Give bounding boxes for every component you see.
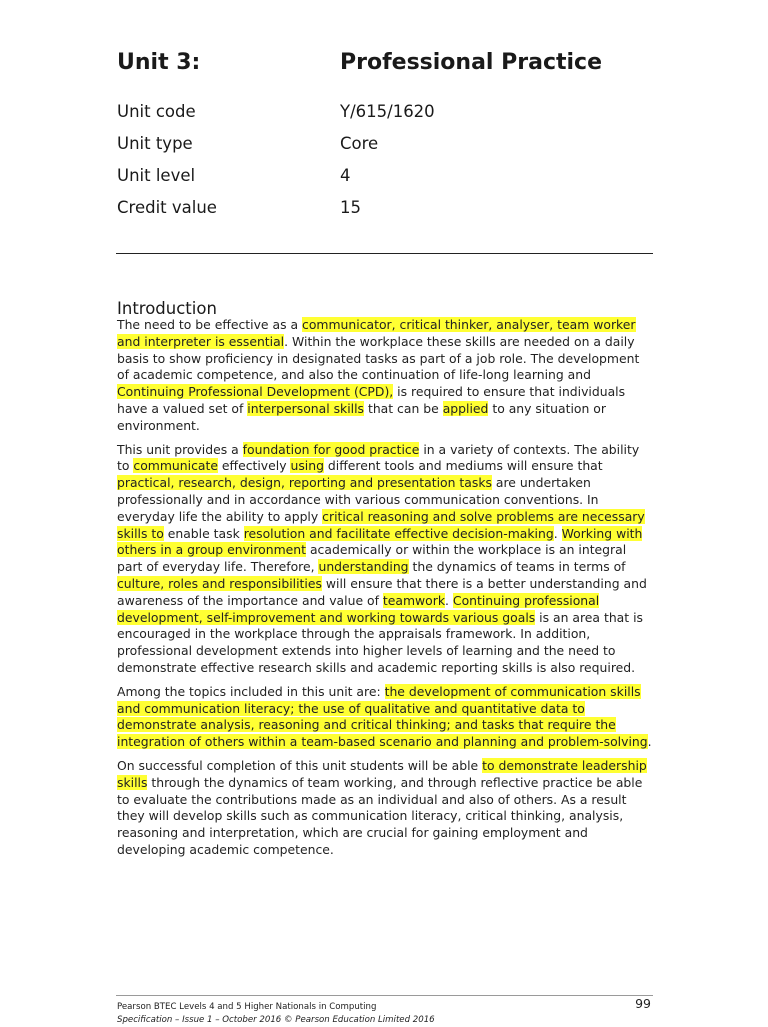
meta-value: 15 [340, 198, 361, 217]
text-run: enable task [163, 525, 244, 541]
unit-header [117, 50, 657, 230]
footer-divider [116, 995, 653, 996]
footer-line-2: Specification – Issue 1 – October 2016 © Pearson Education Limited 2016 [117, 1015, 435, 1025]
paragraph [117, 758, 654, 859]
text-run: The need to be effective as a [117, 317, 303, 332]
text-run: to any situation or environment. [117, 400, 606, 433]
text-run: . Within the workplace these skills are needed on a daily basis to show proficiency in designated tasks as part of a job role. The development of academic competence, and also the continuation of life-long learning and [117, 333, 640, 383]
highlighted-text: interpersonal skills [247, 400, 365, 416]
text-run: the dynamics of teams in terms of [408, 559, 626, 575]
meta-row-unit-code [117, 102, 657, 134]
highlighted-text: critical reasoning and solve problems are necessary skills to [117, 508, 645, 541]
text-run: is required to ensure that individuals have a valued set of [117, 384, 626, 416]
text-run: effectively [217, 458, 291, 474]
highlighted-text: practical, research, design, reporting and presentation tasks [117, 475, 492, 491]
highlighted-text: Continuing Professional Development (CPD), [117, 384, 394, 400]
introduction-heading: Introduction [117, 298, 217, 318]
meta-key: Credit value [117, 198, 217, 217]
text-run: academically or within the workplace is an integral part of everyday life. Therefore, [117, 542, 627, 575]
highlighted-text: resolution and facilitate effective decision-making [243, 525, 554, 541]
highlighted-text: using [290, 458, 324, 474]
text-run: Among the topics included in this unit are: [117, 683, 385, 699]
text-run: in a variety of contexts. The ability to [117, 441, 640, 474]
section-divider [116, 253, 653, 254]
meta-value: 4 [340, 166, 351, 185]
text-run: that can be [364, 400, 443, 416]
paragraph [117, 442, 654, 677]
footer-line-1: Pearson BTEC Levels 4 and 5 Higher Nationals in Computing [117, 1002, 377, 1012]
highlighted-text: foundation for good practice [242, 441, 420, 457]
paragraph [117, 684, 654, 751]
unit-meta-table [117, 102, 657, 230]
unit-number: Unit 3: [117, 50, 201, 75]
highlighted-text: the development of communication skills and communication literacy; the use of qualitative and quantitative data to demonstrate analysis, reasoning and critical thinking; and tasks that require the integration of others within a team-based scenario and planning and problem-solving [117, 683, 648, 750]
meta-row-unit-level [117, 166, 657, 198]
meta-value: Y/615/1620 [340, 102, 435, 121]
highlighted-text: teamwork [382, 592, 446, 608]
text-run: . [553, 525, 562, 541]
text-run: is an area that is encouraged in the workplace through the appraisals framework. In addition, professional development extends into higher levels of learning and the need to demonstrate effective research skills and academic reporting skills is also required. [117, 609, 643, 675]
meta-key: Unit level [117, 166, 196, 185]
highlighted-text: communicate [133, 458, 218, 474]
meta-value: Core [340, 134, 379, 153]
text-run: different tools and mediums will ensure that [323, 458, 603, 474]
text-run: On successful completion of this unit students will be able [117, 757, 483, 773]
text-run: . [647, 734, 652, 750]
unit-title-row [117, 50, 657, 82]
meta-row-credit-value [117, 198, 657, 230]
text-run: through the dynamics of team working, and through reflective practice be able to evaluate the contributions made as an individual and also of others. As a result they will develop skills such as communication literacy, critical thinking, analysis, reasoning and interpretation, which are crucial for gaining employment and developing academic competence. [117, 774, 643, 857]
text-run: . [445, 592, 453, 608]
text-run: are undertaken professionally and in accordance with various communication conventions. In everyday life the ability to apply [117, 475, 599, 524]
highlighted-text: culture, roles and responsibilities [117, 575, 322, 591]
highlighted-text: understanding [318, 559, 409, 575]
introduction-body [117, 317, 654, 866]
text-run: will ensure that there is a better understanding and awareness of the importance and value of [117, 575, 647, 608]
highlighted-text: Working with others in a group environment [117, 525, 643, 558]
highlighted-text: to demonstrate leadership skills [117, 757, 647, 790]
meta-key: Unit type [117, 134, 193, 153]
highlighted-text: communicator, critical thinker, analyser, team worker and interpreter is essential [117, 317, 636, 349]
paragraph [117, 317, 654, 435]
page-number: 99 [635, 996, 651, 1011]
meta-row-unit-type [117, 134, 657, 166]
unit-title: Professional Practice [340, 50, 603, 75]
text-run: This unit provides a [117, 441, 243, 457]
highlighted-text: Continuing professional development, self-improvement and working towards various goals [117, 592, 600, 625]
meta-key: Unit code [117, 102, 196, 121]
highlighted-text: applied [442, 400, 489, 416]
footer-text [117, 1001, 435, 1027]
